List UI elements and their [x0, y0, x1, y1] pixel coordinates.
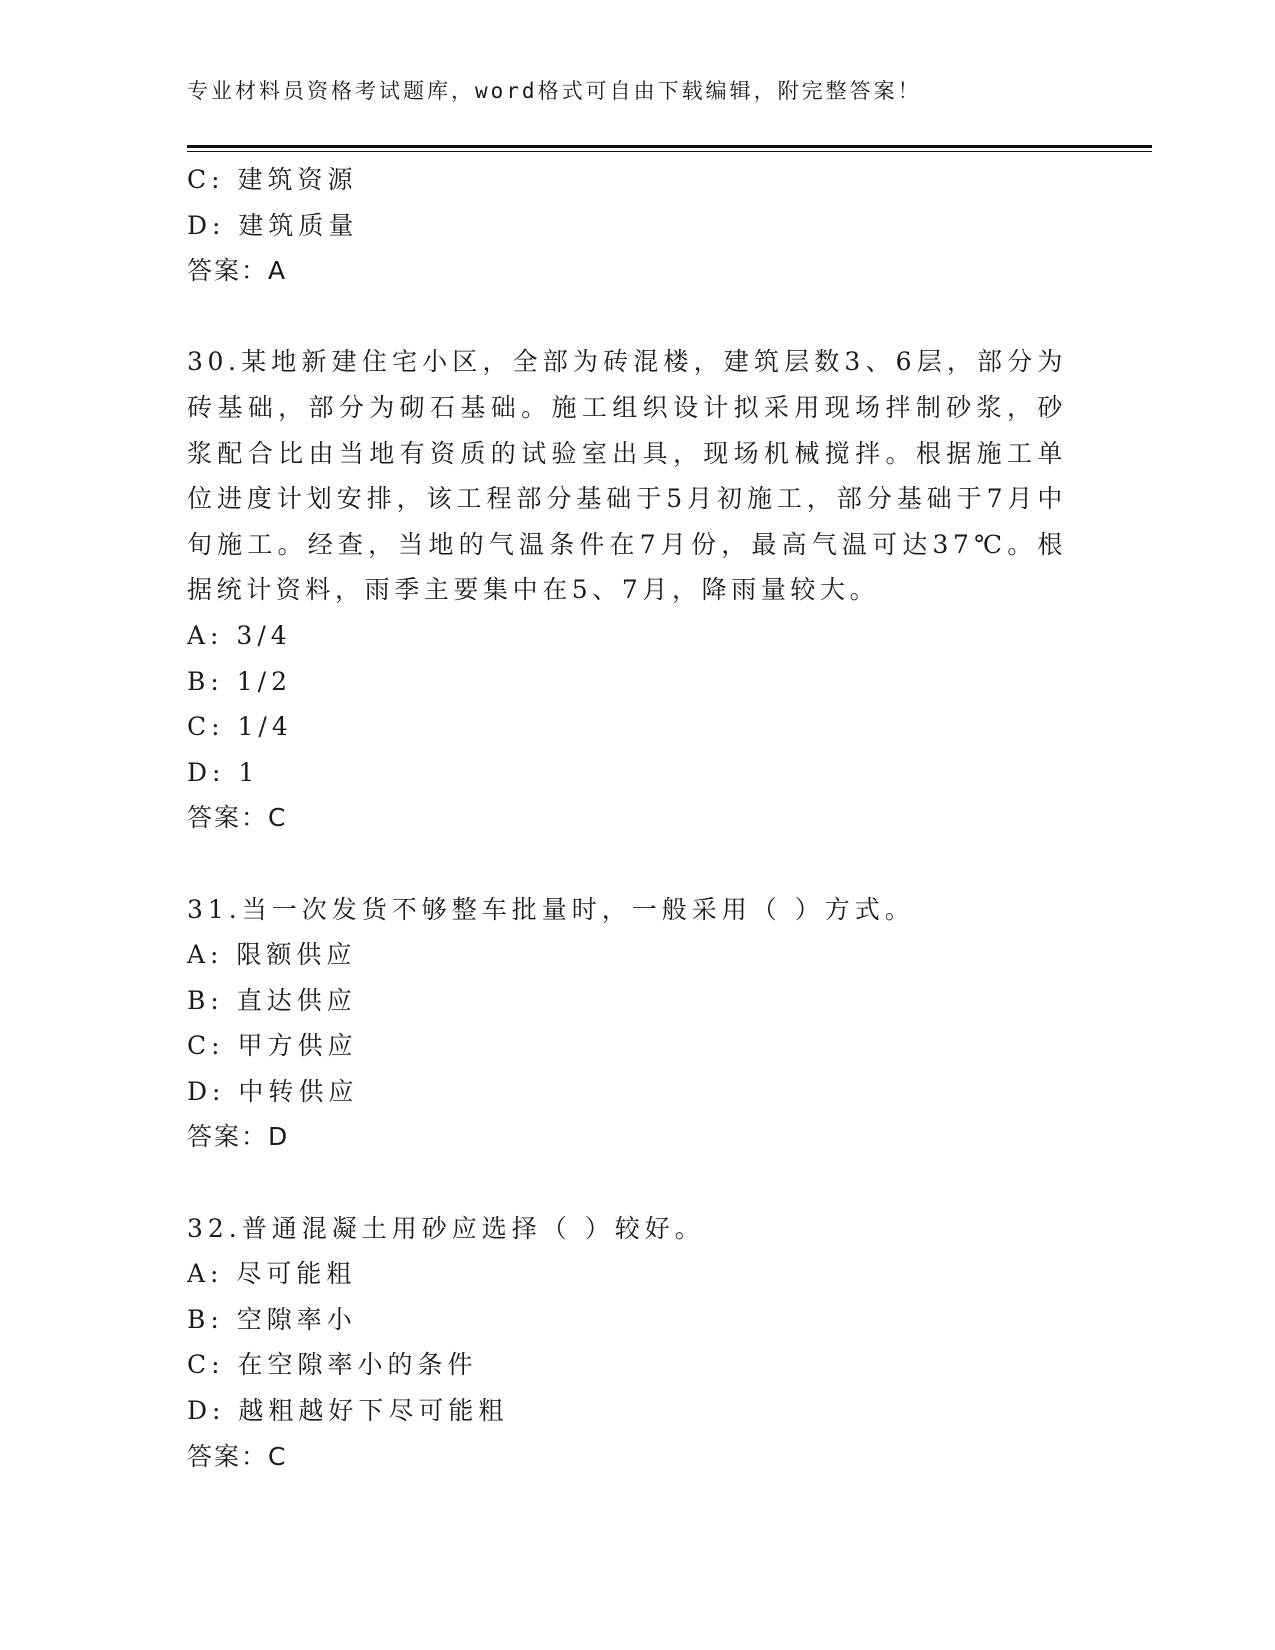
option-a: A: 尽可能粗 [187, 1259, 357, 1289]
option-a: A: 限额供应 [187, 940, 357, 970]
option-c: C: 在空隙率小的条件 [187, 1350, 478, 1380]
answer-line: 答案：C [187, 1441, 288, 1471]
answer-line: 答案：A [187, 256, 288, 286]
option-c: C: 甲方供应 [187, 1031, 358, 1061]
header-rule-thin [187, 151, 1152, 152]
question-text: 31.当一次发货不够整车批量时，一般采用（ ）方式。 [187, 894, 915, 924]
spacer [187, 841, 1067, 887]
prev-question-block [187, 157, 1067, 294]
question-block-32 [187, 1206, 1067, 1480]
option-b: B: 空隙率小 [187, 1304, 357, 1334]
option-b: B: 直达供应 [187, 985, 357, 1015]
option-b: B: 1/2 [187, 666, 292, 696]
answer-line: 答案：C [187, 803, 288, 833]
page-header: 专业材料员资格考试题库，word格式可自由下载编辑，附完整答案！ [187, 79, 922, 103]
question-block-31 [187, 887, 1067, 1161]
option-d: D: 中转供应 [187, 1076, 359, 1106]
question-text: 30.某地新建住宅小区，全部为砖混楼，建筑层数3、6层，部分为砖基础，部分为砌石基础。施工组织设计拟采用现场拌制砂浆，砂浆配合比由当地有资质的试验室出具，现场机械搅拌。根据施工单位进度计划安排，该工程部分基础于5月初施工，部分基础于7月中旬施工。经查，当地的气温条件在7月份，最高气温可达37℃。根据统计资料，雨季主要集中在5、7月，降雨量较大。 [187, 347, 1067, 605]
option-c: C: 建筑资源 [187, 165, 358, 194]
option-d: D: 建筑质量 [187, 210, 359, 240]
spacer [187, 1160, 1067, 1206]
option-d: D: 1 [187, 757, 260, 787]
option-a: A: 3/4 [187, 620, 292, 650]
question-content [187, 157, 1067, 1479]
option-d: D: 越粗越好下尽可能粗 [187, 1396, 509, 1426]
question-text: 32.普通混凝土用砂应选择（ ）较好。 [187, 1213, 705, 1243]
header-rule-thick [187, 145, 1152, 148]
answer-line: 答案：D [187, 1122, 290, 1152]
option-c: C: 1/4 [187, 712, 293, 742]
spacer [187, 294, 1067, 340]
question-block-30 [187, 339, 1067, 841]
